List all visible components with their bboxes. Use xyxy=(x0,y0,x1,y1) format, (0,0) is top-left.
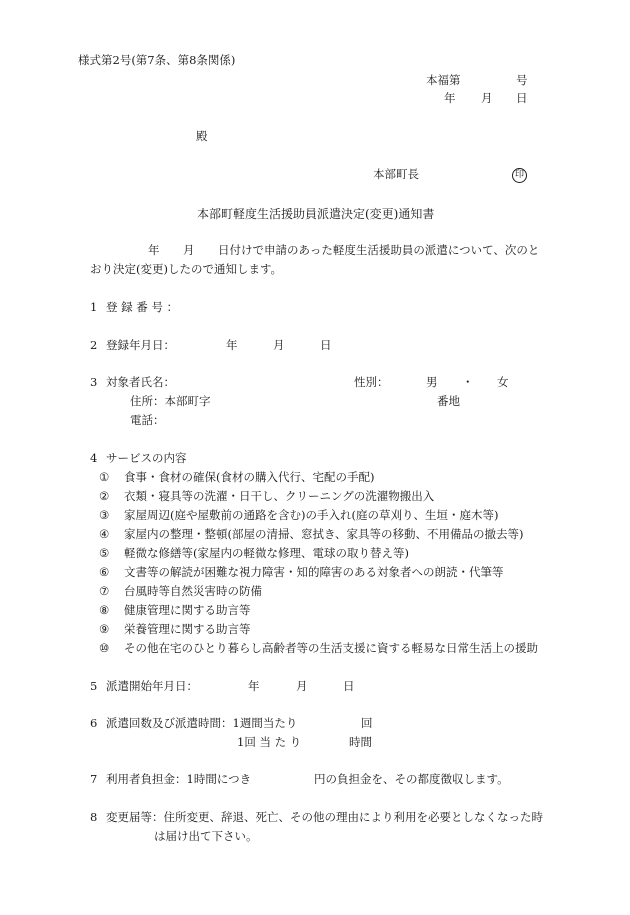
seal-icon: 印 xyxy=(512,168,527,183)
date-year: 年 xyxy=(444,91,456,105)
document-title: 本部町軽度生活援助員派遣決定(変更)通知書 xyxy=(197,207,435,221)
service-text: 軽微な修繕等(家屋内の軽微な修理、電球の取り替え等) xyxy=(124,546,409,560)
service-text: 台風時等自然災害時の防備 xyxy=(124,584,262,598)
change-line2: は届け出て下さい。 xyxy=(154,829,258,843)
seal-mark xyxy=(512,166,527,183)
service-mark: ⑤ xyxy=(99,546,110,560)
gender-female: 女 xyxy=(497,375,509,389)
item-number: 4 xyxy=(90,451,98,465)
reg-date-month: 月 xyxy=(273,338,285,352)
frequency-hours-unit: 時間 xyxy=(349,735,372,749)
subject-name-label: 対象者氏名： xyxy=(106,375,175,389)
start-date-label: 派遣開始年月日： xyxy=(106,679,198,693)
services-heading: サービスの内容 xyxy=(106,451,187,465)
frequency-per-label: 1回 当 た り xyxy=(237,735,302,749)
service-text: 文書等の解読が困難な視力障害・知的障害のある対象者への朗読・代筆等 xyxy=(124,565,504,579)
frequency-label: 派遣回数及び派遣時間：1週間当たり xyxy=(106,716,298,730)
intro-year: 年 xyxy=(148,243,160,257)
item-number: 2 xyxy=(90,338,98,352)
address-label: 住所：本部町字 xyxy=(130,394,211,408)
start-date-year: 年 xyxy=(248,679,260,693)
start-date-month: 月 xyxy=(296,679,308,693)
service-text: 健康管理に関する助言等 xyxy=(124,603,251,617)
frequency-times-unit: 回 xyxy=(361,716,373,730)
service-mark: ⑥ xyxy=(99,565,110,579)
fee-label: 利用者負担金：1時間につき xyxy=(106,772,252,786)
item-number: 5 xyxy=(90,679,98,693)
gender-dot: ・ xyxy=(462,375,474,389)
reg-no-label: 登 録 番 号 ： xyxy=(106,300,179,314)
address-suffix: 番地 xyxy=(437,394,460,408)
service-mark: ⑦ xyxy=(99,584,110,598)
service-text: 家屋内の整理・整頓(部屋の清掃、窓拭き、家具等の移動、不用備品の撤去等) xyxy=(124,527,524,541)
service-text: 衣類・寝具等の洗濯・日干し、クリーニングの洗濯物搬出入 xyxy=(124,489,435,503)
service-text: 家屋周辺(庭や屋敷前の通路を含む)の手入れ(庭の草刈り、生垣・庭木等) xyxy=(124,508,499,522)
fee-text: 円の負担金を、その都度徴収します。 xyxy=(314,772,509,786)
change-label: 変更届等：住所変更、辞退、死亡、その他の理由により利用を必要としなくなった時 xyxy=(106,810,543,824)
phone-label: 電話： xyxy=(130,413,165,427)
intro-line2: おり決定(変更)したので通知します。 xyxy=(90,262,283,276)
intro-line1: 日付けで申請のあった軽度生活援助員の派遣について、次のと xyxy=(218,243,540,257)
item-number: 1 xyxy=(90,300,98,314)
item-number: 8 xyxy=(90,810,98,824)
service-mark: ⑨ xyxy=(99,622,110,636)
start-date-day: 日 xyxy=(343,679,355,693)
addressee-suffix: 殿 xyxy=(196,129,208,143)
service-mark: ④ xyxy=(99,527,110,541)
service-mark: ⑧ xyxy=(99,603,110,617)
reg-date-label: 登録年月日： xyxy=(106,338,175,352)
service-mark: ① xyxy=(99,470,110,484)
service-text: 食事・食材の確保(食材の購入代行、宅配の手配) xyxy=(124,470,375,484)
service-text: 栄養管理に関する助言等 xyxy=(124,622,251,636)
gender-male: 男 xyxy=(426,375,438,389)
date-month: 月 xyxy=(481,91,493,105)
date-day: 日 xyxy=(516,91,528,105)
item-number: 6 xyxy=(90,716,98,730)
intro-month: 月 xyxy=(183,243,195,257)
service-mark: ⑩ xyxy=(99,641,110,655)
reg-date-day: 日 xyxy=(320,338,332,352)
service-mark: ② xyxy=(99,489,110,503)
item-number: 3 xyxy=(90,375,98,389)
item-number: 7 xyxy=(90,772,98,786)
doc-number-suffix: 号 xyxy=(516,73,528,87)
service-text: その他在宅のひとり暮らし高齢者等の生活支援に資する軽易な日常生活上の援助 xyxy=(124,641,538,655)
service-mark: ③ xyxy=(99,508,110,522)
form-label: 様式第2号(第7条、第8条関係) xyxy=(78,53,236,67)
gender-label: 性別： xyxy=(354,375,389,389)
doc-number-prefix: 本福第 xyxy=(426,73,461,87)
reg-date-year: 年 xyxy=(226,338,238,352)
issuer-title: 本部町長 xyxy=(373,167,419,181)
